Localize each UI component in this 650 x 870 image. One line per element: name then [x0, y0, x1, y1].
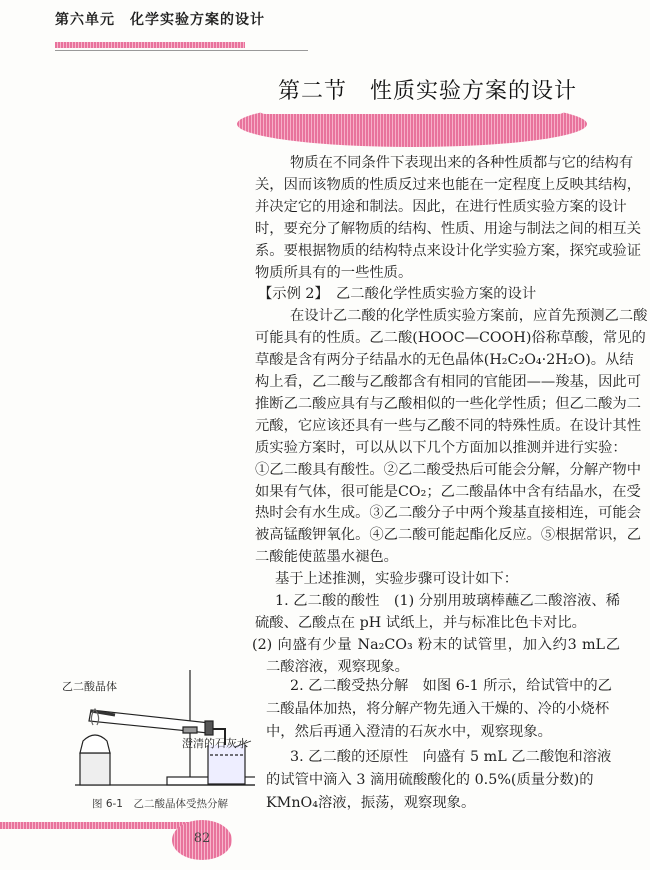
text-line: 硫酸、乙酸点在 pH 试纸上，并与标准比色卡对比。 [255, 614, 586, 631]
text-line: 基于上述推测，实验步骤可设计如下： [275, 571, 519, 588]
unit-title: 第六单元 化学实验方案的设计 [55, 12, 265, 28]
text-line: 的试管中滴入 3 滴用硫酸酸化的 0.5%(质量分数)的 [266, 772, 594, 788]
text-line: 物质在不同条件下表现出来的各种性质都与它的结构有 [290, 155, 634, 171]
example-heading: 【示例 2】 乙二酸化学性质实验方案的设计 [258, 286, 537, 303]
text-line: KMnO₄溶液，振荡，观察现象。 [266, 795, 476, 811]
text-line: 3. 乙二酸的还原性 向盛有 5 mL 乙二酸饱和溶液 [290, 749, 612, 765]
text-line: 如果有气体，很可能是CO₂；乙二酸晶体中含有结晶水，在受 [255, 483, 641, 500]
text-line: 关，因而该物质的性质反过来也能在一定程度上反映其结构， [255, 176, 642, 193]
section-title: 第二节 性质实验方案的设计 [278, 79, 578, 104]
text-line: (2) 向盛有少量 Na₂CO₃ 粉末的试管里，加入约3 mL乙 [252, 636, 620, 653]
text-line: 在设计乙二酸的化学性质实验方案前，应首先预测乙二酸 [290, 308, 648, 325]
text-line: 质实验方案时，可以从以下几个方面加以推测并进行实验： [255, 439, 627, 456]
text-line: 二酸能使蓝墨水褪色。 [255, 549, 398, 566]
label-limewater: 澄清的石灰水 [182, 737, 248, 750]
text-line: 构上看，乙二酸与乙酸都含有相同的官能团——羧基，因此可 [255, 374, 642, 390]
footer-pink-bar [0, 822, 200, 829]
text-line: 元酸，它应该还具有一些与乙酸不同的特殊性质。在设计其性 [255, 417, 642, 434]
text-line: 2. 乙二酸受热分解 如图 6-1 所示，给试管中的乙 [290, 678, 612, 694]
text-line: 被高锰酸钾氧化。④乙二酸可能起酯化反应。⑤根据常识，乙 [255, 527, 642, 544]
text-line: 物质所具有的一些性质。 [255, 264, 413, 281]
text-line: 二酸晶体加热，将分解产物先通入干燥的、冷的小烧杯 [266, 701, 610, 717]
text-line: ①乙二酸具有酸性。②乙二酸受热后可能会分解，分解产物中 [255, 461, 642, 478]
text-line: 1. 乙二酸的酸性 (1) 分别用玻璃棒蘸乙二酸溶液、稀 [275, 593, 620, 609]
text-line: 并决定它的用途和制法。因此，在进行性质实验方案的设计 [255, 198, 627, 215]
text-line: 二酸溶液，观察现象。 [266, 658, 409, 675]
text-line: 热时会有水生成。③乙二酸分子中两个羧基直接相连，可能会 [255, 505, 642, 522]
text-line: 可能具有的性质。乙二酸(HOOC—COOH)俗称草酸，常见的 [255, 330, 646, 347]
text-line: 系。要根据物质的结构特点来设计化学实验方案，探究或验证 [255, 242, 642, 259]
label-crystal: 乙二酸晶体 [62, 680, 117, 693]
page-number: 82 [172, 820, 232, 860]
text-line: 中，然后再通入澄清的石灰水中，观察现象。 [266, 724, 552, 740]
text-line: 推断乙二酸应具有与乙酸相似的一些化学性质；但乙二酸为二 [255, 395, 642, 412]
text-line: 草酸是含有两分子结晶水的无色晶体(H₂C₂O₄·2H₂O)。从结 [255, 352, 634, 369]
text-line: 时，要充分了解物质的结构、性质、用途与制法之间的相互关 [255, 220, 642, 237]
figure-caption: 图 6-1 乙二酸晶体受热分解 [92, 798, 228, 810]
